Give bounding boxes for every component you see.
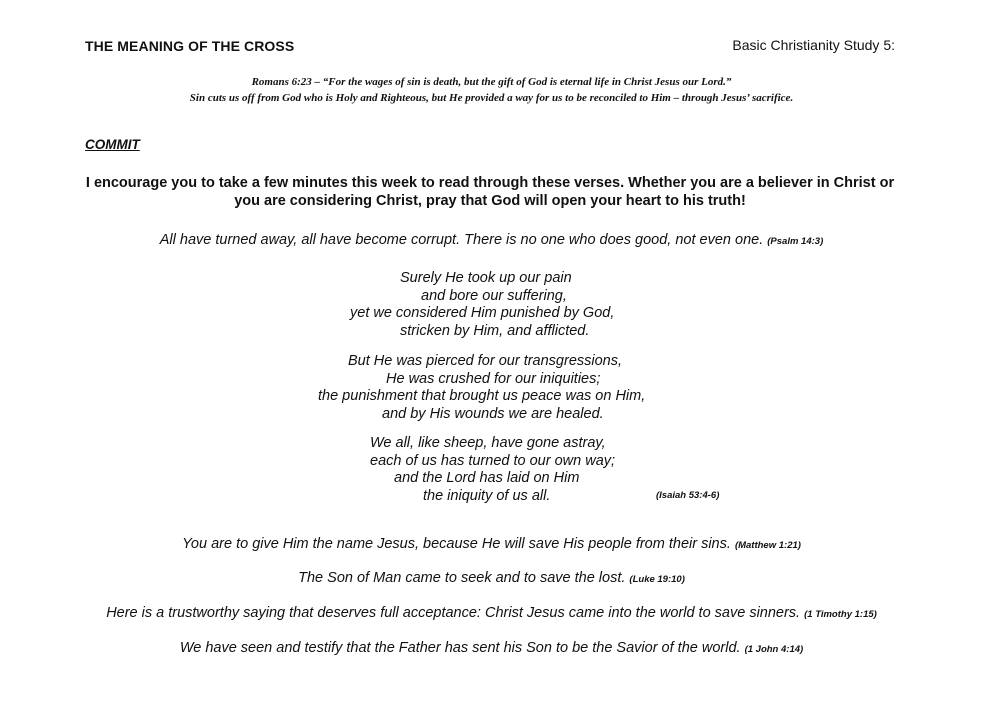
- poem-line: But He was pierced for our transgressions,: [348, 353, 623, 369]
- page-title: THE MEANING OF THE CROSS: [85, 38, 295, 54]
- poem-line: the punishment that brought us peace was on Him,: [318, 388, 646, 404]
- verse-text: We have seen and testify that the Father has sent his Son to be the Savior of the world.: [179, 640, 741, 656]
- commit-heading: COMMIT: [85, 137, 140, 152]
- psalm-verse: [0, 232, 983, 248]
- poem-line: Surely He took up our pain: [400, 270, 572, 286]
- poem-line: stricken by Him, and afflicted.: [400, 322, 590, 339]
- poem-line: and bore our suffering,: [421, 287, 567, 304]
- verse-text: Here is a trustworthy saying that deserves full acceptance: Christ Jesus came into the world to save sinners.: [106, 605, 801, 621]
- encourage-paragraph: I encourage you to take a few minutes this week to read through these verses. Whether you are a believer in Christ or you are considering Christ, pray that God will open your heart to his truth!: [85, 175, 895, 209]
- isaiah-reference: (Isaiah 53:4-6): [656, 490, 720, 501]
- study-label: Basic Christianity Study 5:: [732, 37, 895, 53]
- john-verse: [0, 640, 983, 656]
- matthew-verse: [0, 536, 983, 552]
- verse-text: All have turned away, all have become corrupt. There is no one who does good, not even one.: [159, 232, 764, 248]
- poem-line: and the Lord has laid on Him: [394, 470, 580, 486]
- verse-reference: (Matthew 1:21): [734, 540, 801, 551]
- poem-line: and by His wounds we are healed.: [382, 405, 604, 422]
- intro-verse: Romans 6:23 – “For the wages of sin is death, but the gift of God is eternal life in Christ Jesus our Lord.”: [251, 76, 732, 88]
- verse-reference: (1 John 4:14): [744, 644, 804, 655]
- poem-line: the iniquity of us all.: [423, 487, 551, 504]
- isaiah-stanza-2: [318, 353, 646, 423]
- poem-line: We all, like sheep, have gone astray,: [370, 435, 606, 451]
- verse-text: The Son of Man came to seek and to save the lost.: [298, 570, 626, 586]
- isaiah-stanza-1: [350, 270, 615, 340]
- verse-reference: (Psalm 14:3): [767, 236, 824, 247]
- poem-line: each of us has turned to our own way;: [370, 452, 616, 469]
- timothy-verse: [0, 605, 983, 621]
- verse-reference: (Luke 19:10): [629, 574, 685, 585]
- verse-reference: (1 Timothy 1:15): [804, 609, 877, 620]
- luke-verse: [0, 570, 983, 586]
- isaiah-stanza-3: [370, 435, 615, 505]
- poem-line: He was crushed for our iniquities;: [386, 370, 601, 387]
- poem-line: yet we considered Him punished by God,: [350, 305, 615, 321]
- verse-text: You are to give Him the name Jesus, because He will save His people from their sins.: [182, 536, 731, 552]
- intro-summary: Sin cuts us off from God who is Holy and Righteous, but He provided a way for us to be reconciled to Him – through Jesus’ sacrifice.: [189, 92, 794, 104]
